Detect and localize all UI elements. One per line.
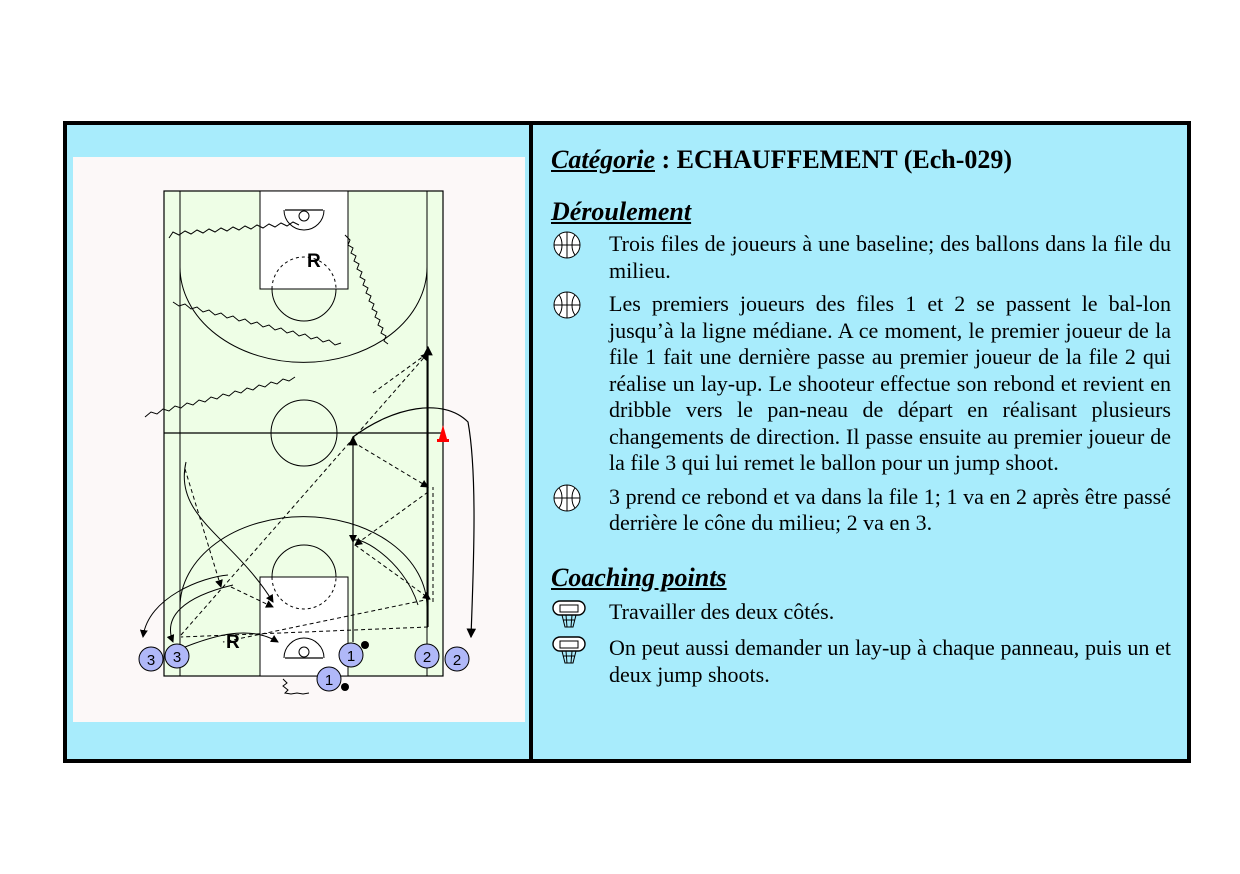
- deroulement-item: [551, 231, 1171, 284]
- coaching-item: [551, 635, 1171, 688]
- deroulement-item: [551, 291, 1171, 477]
- top-key: [260, 191, 348, 289]
- deroulement-text-3: 3 prend ce rebond et va dans la file 1; 1 va en 2 après être passé derrière le cône du milieu; 2 va en 3.: [609, 483, 1171, 535]
- text-content: [551, 145, 1171, 688]
- coaching-title: Coaching points: [551, 562, 727, 592]
- category-label: Catégorie: [551, 145, 655, 174]
- basket-hoop-icon: [551, 599, 587, 629]
- deroulement-item: [551, 484, 1171, 537]
- deroulement-text-1: Trois files de joueurs à une baseline; des ballons dans la file du milieu.: [609, 231, 1171, 283]
- svg-text:1: 1: [346, 648, 356, 665]
- text-panel: [533, 125, 1187, 759]
- player-2-outer: [445, 647, 469, 671]
- player-3-outer: [139, 647, 163, 671]
- court-diagram-area: [73, 157, 525, 722]
- bottom-key: [260, 577, 348, 676]
- deroulement-text-2: Les premiers joueurs des files 1 et 2 se passent le bal-lon jusqu’à la ligne médiane. A ce moment, le premier joueur de la file 1 fait une dernière passe au premier joueur de la file 2 qui réalise un lay-up. Le shooteur effectue son rebond et revient en dribble vers le pan-neau de départ en réalisant plusieurs changements de direction. Il passe ensuite au premier joueur de la file 3 qui lui remet le ballon pour un jump shoot.: [609, 291, 1171, 475]
- court-diagram: [73, 157, 525, 722]
- svg-text:1: 1: [324, 672, 334, 689]
- basket-hoop-icon: [551, 635, 587, 665]
- category-line: [551, 145, 1171, 175]
- deroulement-title: Déroulement: [551, 197, 692, 226]
- dribble-path-bottom: [283, 679, 309, 694]
- category-value: ECHAUFFEMENT (Ech-029): [676, 145, 1013, 174]
- category-separator: :: [655, 145, 677, 174]
- coaching-text-2: On peut aussi demander un lay-up à chaque panneau, puis un et deux jump shoots.: [609, 635, 1171, 687]
- drill-card: [63, 121, 1191, 763]
- basketball-icon: [551, 231, 583, 261]
- rebounder-bottom-label: R: [226, 632, 240, 653]
- basketball-icon: [551, 484, 583, 514]
- svg-text:2: 2: [422, 649, 432, 666]
- diagram-panel: [67, 125, 533, 759]
- player-2-inner: [415, 644, 439, 668]
- rebounder-top-label: R: [307, 251, 321, 272]
- svg-text:2: 2: [452, 652, 462, 669]
- coaching-item: [551, 599, 1171, 626]
- player-3-inner: [165, 644, 189, 668]
- basketball-icon: [551, 291, 583, 321]
- coaching-text-1: Travailler des deux côtés.: [609, 598, 835, 624]
- svg-text:3: 3: [146, 652, 156, 669]
- svg-text:3: 3: [172, 649, 182, 666]
